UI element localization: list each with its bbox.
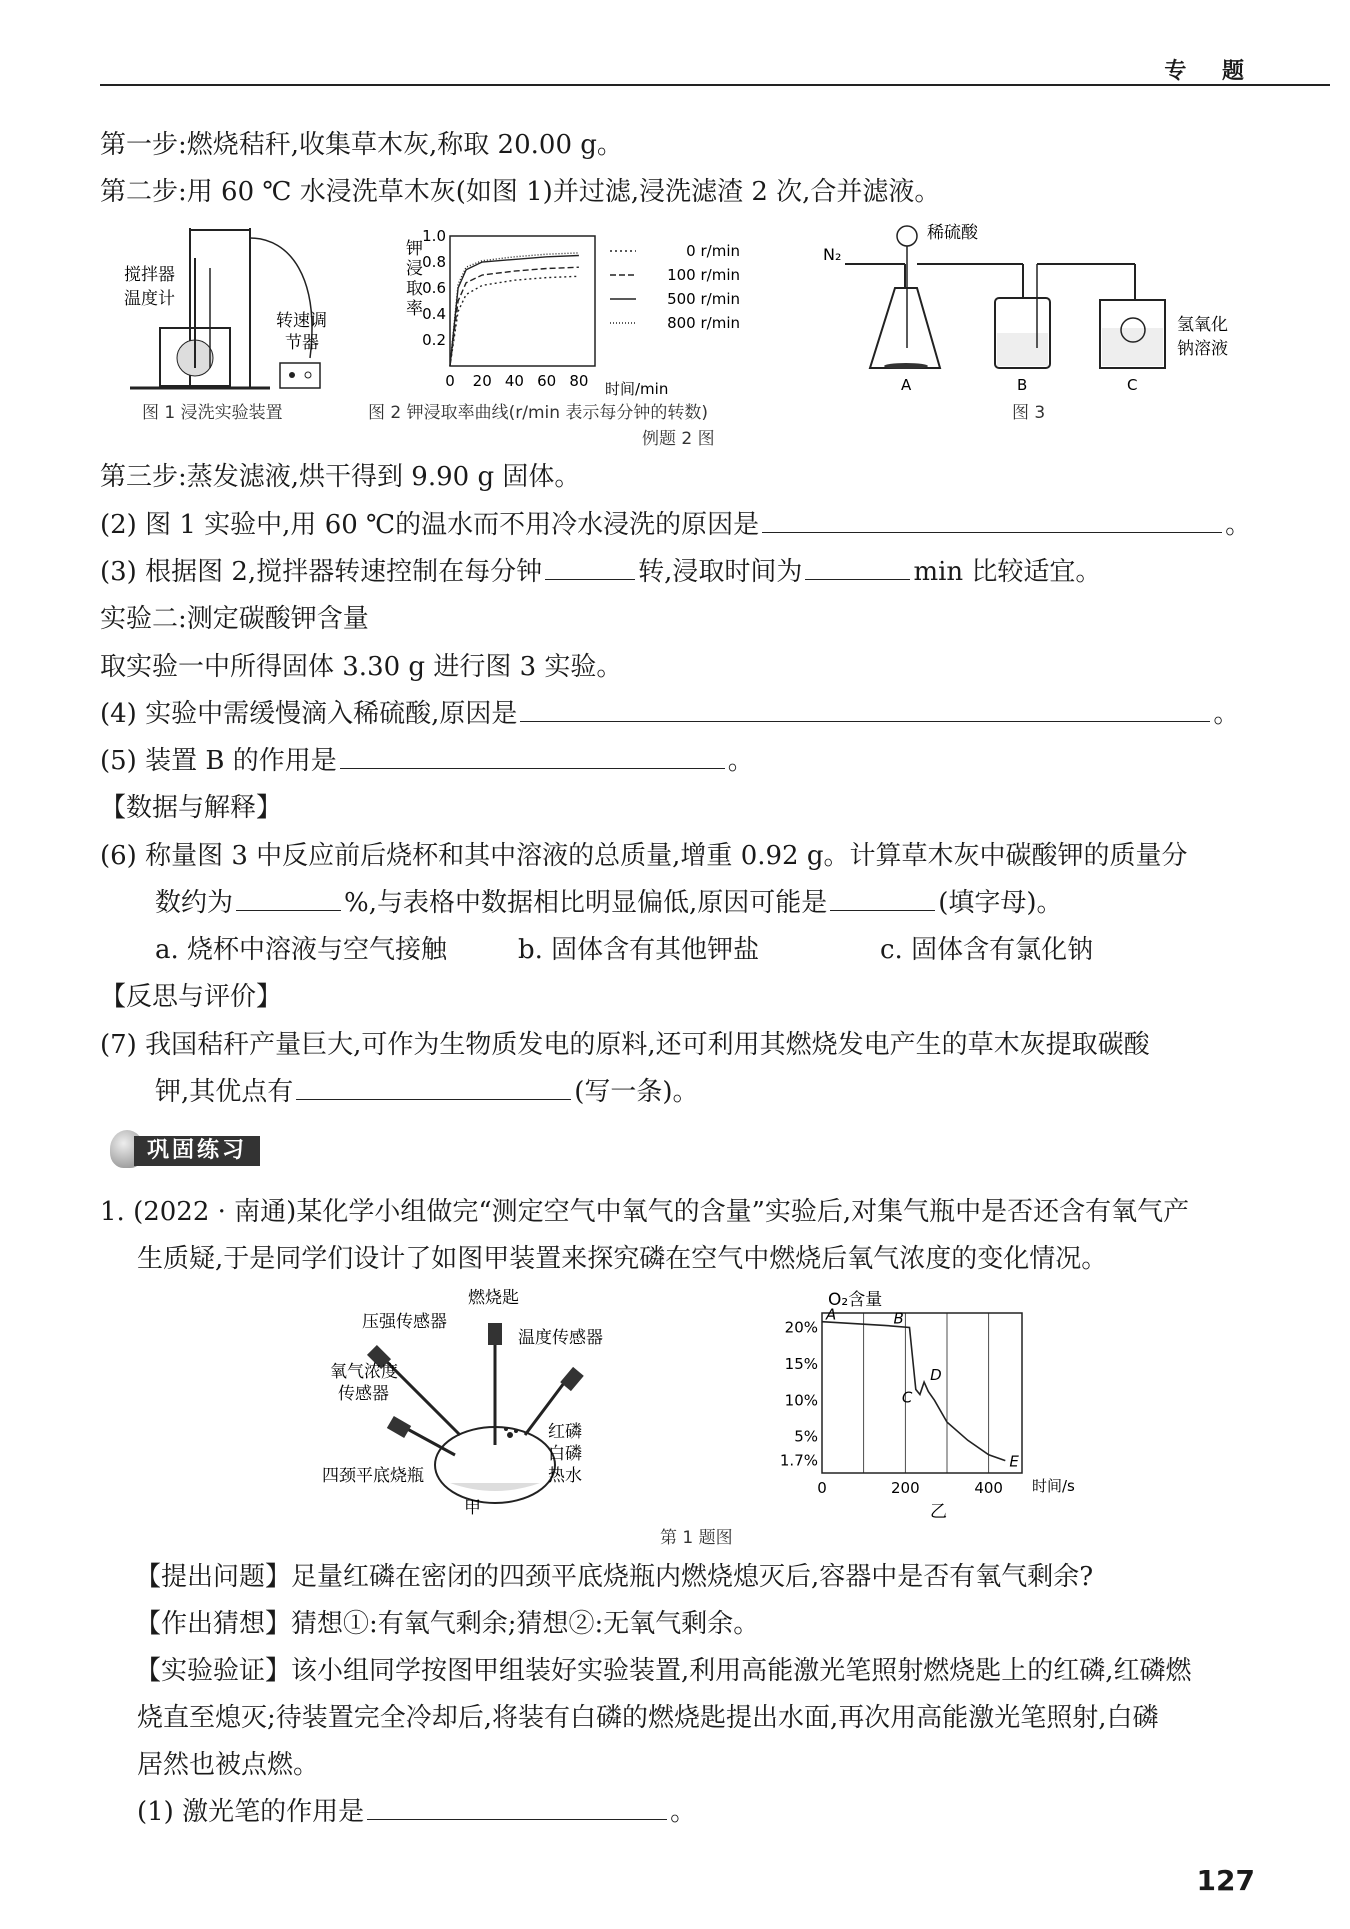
fig1-thermometer-label: 温度计 xyxy=(124,289,175,309)
fig2-series-line-3 xyxy=(450,253,579,366)
fig2-ytick-label: 0.8 xyxy=(422,253,446,271)
fig3-acid-label: 稀硫酸 xyxy=(927,223,978,243)
q5-end: 。 xyxy=(727,746,754,776)
jia-spoon-label: 燃烧匙 xyxy=(468,1288,519,1308)
fig2-legend-label: 800 r/min xyxy=(667,314,740,332)
fig2-xtick-label: 60 xyxy=(537,372,557,390)
fig3-label-a: A xyxy=(901,376,912,394)
q1-text: (1) 激光笔的作用是 xyxy=(137,1797,365,1827)
yi-point-label: B xyxy=(893,1309,904,1328)
fig2-xtick-label: 80 xyxy=(569,372,589,390)
question-7-line-2 xyxy=(155,1075,699,1109)
verify-line-3: 居然也被点燃。 xyxy=(137,1750,320,1780)
header-rule xyxy=(100,84,1330,86)
figure-2-chart xyxy=(400,228,760,398)
q6-choice-blank[interactable] xyxy=(830,886,935,911)
yi-xtick-label: 200 xyxy=(891,1479,920,1497)
fig2-ytick-label: 1.0 xyxy=(422,228,446,245)
jia-figure-label: 甲 xyxy=(464,1498,481,1518)
jia-o2-label-2: 传感器 xyxy=(338,1384,389,1404)
experiment2-heading: 实验二:测定碳酸钾含量 xyxy=(100,604,369,634)
q5-answer-blank[interactable] xyxy=(340,744,725,769)
fig3-label-b: B xyxy=(1017,376,1028,394)
figure-yi-chart xyxy=(780,1285,1100,1525)
q3-text-1: (3) 根据图 2,搅拌器转速控制在每分钟 xyxy=(100,557,543,587)
question-2 xyxy=(100,508,1251,542)
problem-1-line-1: 1. (2022 · 南通)某化学小组做完“测定空气中氧气的含量”实验后,对集气瓶中是否还含有氧气产 xyxy=(100,1197,1190,1227)
fig1-caption: 图 1 浸洗实验装置 xyxy=(142,403,283,423)
fig1-stirrer-label: 搅拌器 xyxy=(124,265,175,285)
fig2-xtick-label: 40 xyxy=(504,372,524,390)
fig2-caption: 图 2 钾浸取率曲线(r/min 表示每分钟的转数) xyxy=(368,403,709,423)
fig1-speed-label-2: 节器 xyxy=(285,333,319,353)
yi-xtick-label: 0 xyxy=(817,1479,827,1497)
yi-xlabel: 时间/s xyxy=(1032,1477,1075,1495)
option-a: a. 烧杯中溶液与空气接触 xyxy=(155,935,448,965)
fig2-ylabel-3: 取 xyxy=(406,279,423,299)
figure-3-apparatus xyxy=(815,218,1255,398)
take-solid-text: 取实验一中所得固体 3.30 g 进行图 3 实验。 xyxy=(100,652,623,682)
figure-jia-apparatus xyxy=(320,1285,650,1525)
q7-answer-blank[interactable] xyxy=(296,1075,571,1100)
yi-point-label: A xyxy=(826,1305,837,1324)
yi-plot-frame xyxy=(822,1313,1022,1473)
yi-ytick-label: 10% xyxy=(784,1391,818,1410)
guess-text: 【作出猜想】猜想①:有氧气剩余;猜想②:无氧气剩余。 xyxy=(135,1609,760,1639)
q4-end: 。 xyxy=(1213,699,1240,729)
fig1-speed-label-1: 转速调 xyxy=(276,311,327,331)
fig2-xtick-label: 0 xyxy=(445,372,455,390)
q7-text-1: 钾,其优点有 xyxy=(155,1077,294,1107)
fig2-ytick-label: 0.4 xyxy=(422,305,446,323)
fig3-naoh-label-2: 钠溶液 xyxy=(1177,339,1228,359)
jia-temp-label: 温度传感器 xyxy=(518,1328,603,1348)
yi-point-label: C xyxy=(901,1388,913,1407)
yi-point-label: E xyxy=(1009,1452,1019,1471)
problem-1-line-2: 生质疑,于是同学们设计了如图甲装置来探究磷在空气中燃烧后氧气浓度的变化情况。 xyxy=(137,1244,1108,1274)
fig2-ytick-label: 0.2 xyxy=(422,331,446,349)
jia-o2-label-1: 氧气浓度 xyxy=(330,1362,398,1382)
reflect-heading: 【反思与评价】 xyxy=(100,982,283,1012)
question-6-line-1: (6) 称量图 3 中反应前后烧杯和其中溶液的总质量,增重 0.92 g。计算草木灰中碳酸钾的质量分 xyxy=(100,841,1188,871)
question-4 xyxy=(100,697,1239,731)
question-7-line-1: (7) 我国秸秆产量巨大,可作为生物质发电的原料,还可利用其燃烧发电产生的草木灰提取碳酸 xyxy=(100,1030,1150,1060)
header-label: 专 题 xyxy=(1164,59,1258,84)
fig2-series-line-1 xyxy=(450,267,579,366)
fig-q1-caption: 第 1 题图 xyxy=(660,1528,733,1548)
example-caption: 例题 2 图 xyxy=(642,429,715,449)
q2-answer-blank[interactable] xyxy=(762,508,1222,533)
fig3-naoh-label-1: 氢氧化 xyxy=(1177,315,1228,335)
section-badge xyxy=(110,1130,260,1168)
fig3-caption: 图 3 xyxy=(1012,403,1046,423)
jia-pressure-label: 压强传感器 xyxy=(362,1312,447,1332)
q4-answer-blank[interactable] xyxy=(520,697,1210,722)
step3-text: 第三步:蒸发滤液,烘干得到 9.90 g 固体。 xyxy=(100,462,581,492)
yi-figure-label: 乙 xyxy=(930,1502,947,1522)
q6-text-1: 数约为 xyxy=(155,888,234,918)
q3-speed-blank[interactable] xyxy=(545,555,635,580)
page-number: 127 xyxy=(1196,1864,1255,1897)
option-c: c. 固体含有氯化钠 xyxy=(880,935,1094,965)
fig2-ylabel-2: 浸 xyxy=(406,259,423,279)
yi-point-label: D xyxy=(930,1366,942,1385)
fig2-series-line-2 xyxy=(450,256,579,367)
fig2-xtick-label: 20 xyxy=(472,372,492,390)
ask-question: 【提出问题】足量红磷在密闭的四颈平底烧瓶内燃烧熄灭后,容器中是否有氧气剩余? xyxy=(135,1562,1094,1592)
fig3-label-c: C xyxy=(1127,376,1138,394)
figure-1-apparatus xyxy=(120,218,360,398)
question-3 xyxy=(100,555,1101,589)
step1-text: 第一步:燃烧秸秆,收集草木灰,称取 20.00 g。 xyxy=(100,130,623,160)
q3-time-blank[interactable] xyxy=(805,555,910,580)
q5-text: (5) 装置 B 的作用是 xyxy=(100,746,337,776)
q2-end: 。 xyxy=(1225,510,1252,540)
verify-line-1: 【实验验证】该小组同学按图甲组装好实验装置,利用高能激光笔照射燃烧匙上的红磷,红磷燃 xyxy=(135,1656,1192,1686)
fig2-xlabel: 时间/min xyxy=(605,380,669,398)
fig2-series-line-0 xyxy=(450,276,579,366)
q4-text: (4) 实验中需缓慢滴入稀硫酸,原因是 xyxy=(100,699,518,729)
fig2-ylabel-1: 钾 xyxy=(406,239,423,259)
yi-ylabel: O₂含量 xyxy=(828,1290,883,1310)
q6-text-3: (填字母)。 xyxy=(938,888,1063,918)
q3-text-3: min 比较适宜。 xyxy=(913,557,1102,587)
fig2-legend-label: 100 r/min xyxy=(667,266,740,284)
yi-xtick-label: 400 xyxy=(974,1479,1003,1497)
jia-flask-label: 四颈平底烧瓶 xyxy=(322,1466,424,1486)
data-heading: 【数据与解释】 xyxy=(100,793,283,823)
yi-o2-curve xyxy=(822,1322,1005,1461)
question-6-line-2 xyxy=(155,886,1063,920)
q2-text: (2) 图 1 实验中,用 60 ℃的温水而不用冷水浸洗的原因是 xyxy=(100,510,760,540)
q6-text-2: %,与表格中数据相比明显偏低,原因可能是 xyxy=(344,888,828,918)
fig2-ytick-label: 0.6 xyxy=(422,279,446,297)
jia-whitep-label: 白磷 xyxy=(548,1444,582,1464)
q1-answer-blank[interactable] xyxy=(367,1795,667,1820)
q6-percent-blank[interactable] xyxy=(236,886,341,911)
jia-redp-label: 红磷 xyxy=(548,1422,582,1442)
section-label: 巩固练习 xyxy=(134,1136,260,1166)
jia-water-label: 热水 xyxy=(548,1466,582,1486)
yi-ytick-label: 1.7% xyxy=(780,1451,818,1470)
fig2-legend-label: 0 r/min xyxy=(686,242,740,260)
yi-ytick-label: 5% xyxy=(794,1427,818,1446)
verify-line-2: 烧直至熄灭;待装置完全冷却后,将装有白磷的燃烧匙提出水面,再次用高能激光笔照射,白磷 xyxy=(137,1703,1159,1733)
question-1 xyxy=(137,1795,696,1829)
q3-text-2: 转,浸取时间为 xyxy=(638,557,803,587)
fig2-legend-label: 500 r/min xyxy=(667,290,740,308)
question-5 xyxy=(100,744,754,778)
step2-text: 第二步:用 60 ℃ 水浸洗草木灰(如图 1)并过滤,浸洗滤渣 2 次,合并滤液。 xyxy=(100,177,941,207)
q7-text-2: (写一条)。 xyxy=(574,1077,699,1107)
fig2-ylabel-4: 率 xyxy=(406,299,423,319)
q1-end: 。 xyxy=(670,1797,697,1827)
fig3-n2-label: N₂ xyxy=(823,245,842,264)
yi-ytick-label: 15% xyxy=(784,1354,818,1373)
option-b: b. 固体含有其他钾盐 xyxy=(518,935,760,965)
yi-ytick-label: 20% xyxy=(784,1318,818,1337)
